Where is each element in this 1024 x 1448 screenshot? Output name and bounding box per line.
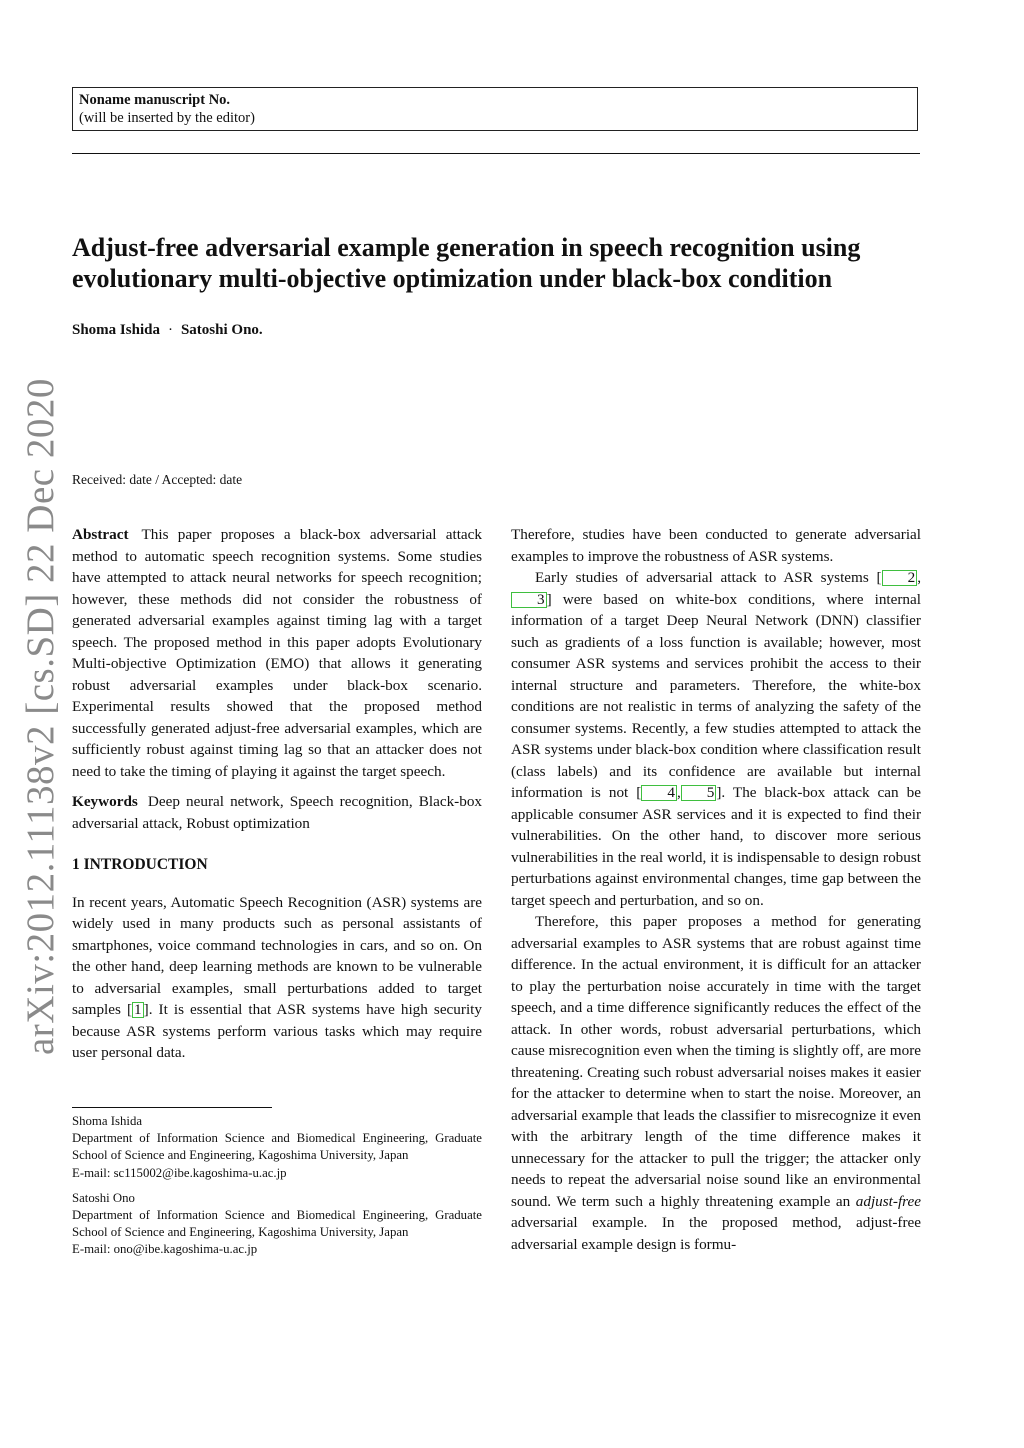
citation-link[interactable]: 4 (641, 785, 677, 801)
left-column (72, 524, 482, 1064)
keywords-label: Keywords (72, 793, 138, 810)
author-1: Shoma Ishida (72, 322, 160, 338)
body-text: ]. The black-box attack can be applicable consumer ASR services and it is expected to find their vulnerabilities. On the other hand, to discover more serious vulnerabilities in the real world, it is indispensable to design robust perturbations against environmental changes, time gap between the target speech and perturbation, and so on. (511, 784, 921, 909)
citation-link[interactable]: 1 (134, 1001, 142, 1018)
right-column (511, 524, 921, 1255)
body-text: ] were based on white-box conditions, where internal information of a target Deep Neural Network (DNN) classifier such as gradients of a loss function is available; however, most consumer ASR systems and services prohibit the access to their internal structure and parameters. Therefore, the white-box conditions are not realistic in terms of analyzing the safety of the consumer systems. Recently, a few studies attempted to attack the ASR systems under black-box condition where classification result (class labels) and its confidence are available but internal information is not [ (511, 590, 921, 801)
intro-text-b: ]. It is essential that ASR systems have high security because ASR systems perform various tasks which may require user personal data. (72, 1001, 482, 1061)
citation-link[interactable]: 2 (882, 570, 918, 586)
body-text: Early studies of adversarial attack to ASR systems [ (535, 569, 882, 586)
section-heading: 1 INTRODUCTION (72, 856, 208, 873)
affiliation-dept: Department of Information Science and Biomedical Engineering, Graduate School of Science and Engineering, Kagoshima University, Japan (72, 1208, 482, 1240)
abstract-label: Abstract (72, 526, 129, 543)
citation-link[interactable]: 3 (511, 592, 547, 608)
body-text: adversarial example. In the proposed method, adjust-free adversarial example design is formu- (511, 1214, 921, 1253)
emphasis-term: adjust-free (855, 1192, 921, 1210)
intro-text-a: In recent years, Automatic Speech Recognition (ASR) systems are widely used in many products such as personal assistants of smartphones, voice command technologies in cars, and so on. On the other hand, deep learning methods are known to be vulnerable to adversarial examples, small perturbations added to target samples [ (72, 893, 482, 1018)
affiliations (72, 1113, 482, 1259)
top-rule (72, 153, 920, 154)
abstract-text: This paper proposes a black-box adversarial attack method to automatic speech recognition systems. Some studies have attempted to attack neural networks for speech recognition; however, these methods did not consider the robustness of generated adversarial examples against timing lag with a target speech. The proposed method in this paper adopts Evolutionary Multi-objective Optimization (EMO) that allows it generating robust adversarial examples under black-box scenario. Experimental results showed that the proposed method successfully generated adjust-free adversarial examples, which are sufficiently robust against timing lag so that an attacker does not need to take the timing of playing it against the target speech. (72, 526, 482, 780)
affiliation-email: E-mail: ono@ibe.kagoshima-u.ac.jp (72, 1242, 258, 1257)
affiliation-name: Shoma Ishida (72, 1114, 143, 1128)
intro-paragraph (72, 892, 482, 1064)
body-text: Therefore, this paper proposes a method for generating adversarial examples to ASR systems that are robust against time difference. In the actual environment, it is difficult for an attacker to play the perturbation noise accurately in time with the target speech, and a time difference significantly reduces the effect of the attack. In other words, robust adversarial perturbations, which cause misrecognition even when the timing is slightly off, are more threatening. Creating such robust adversarial noises makes it easier for the attacker to determine when to start the noise. Moreover, an adversarial example that leads the classifier to misrecognize it even with the arbitrary length of the time difference makes it unnecessary for the attacker to pull the trigger; the attacker only needs to repeat the adversarial noise sound like an environmental sound. We term such a highly threatening example an (511, 913, 921, 1210)
author-separator: · (167, 322, 173, 338)
body-paragraph (511, 911, 921, 1255)
editor-box (72, 87, 918, 131)
abstract (72, 524, 482, 782)
editor-note: (will be inserted by the editor) (79, 110, 255, 126)
author-list (72, 322, 263, 339)
arxiv-stamp: arXiv:2012.11138v2 [cs.SD] 22 Dec 2020 (19, 378, 62, 1055)
affiliation-name: Satoshi Ono (72, 1190, 135, 1205)
affiliation-dept: Department of Information Science and Biomedical Engineering, Graduate School of Science and Engineering, Kagoshima University, Japan (72, 1131, 482, 1163)
manuscript-number: Noname manuscript No. (79, 92, 231, 108)
affiliation-email: E-mail: sc115002@ibe.kagoshima-u.ac.jp (72, 1165, 287, 1180)
keywords (72, 791, 482, 834)
paper-title: Adjust-free adversarial example generation in speech recognition using evolutionary multi-objective optimization under black-box condition (72, 233, 861, 293)
body-paragraph: Therefore, studies have been conducted to generate adversarial examples to improve the robustness of ASR systems. (511, 526, 921, 565)
received-date: Received: date / Accepted: date (72, 472, 243, 487)
citation-link[interactable]: 5 (681, 785, 717, 801)
footnote-rule (72, 1107, 272, 1108)
author-2: Satoshi Ono. (180, 322, 263, 338)
body-paragraph: Early studies of adversarial attack to ASR systems [ 2 ,3 ] were based on white-box conditions, where internal information of a target Deep Neural Network (DNN) classifier such as gradients of a loss function is available; however, most consumer ASR systems and services prohibit the access to their internal structure and parameters. Therefore, the white-box conditions are not realistic in terms of analyzing the safety of the consumer systems. Recently, a few studies attempted to attack the ASR systems under black-box condition where classification result (class labels) and its confidence are available but internal information is not [ 4 , 5 ]. The black-box attack can be applicable consumer ASR services and it is expected to find their vulnerabilities. On the other hand, to discover more serious vulnerabilities in the real world, it is indispensable to design robust perturbations against environmental changes, time gap between the target speech and perturbation, and so on. (511, 569, 921, 909)
keywords-text: Deep neural network, Speech recognition, Black-box adversarial attack, Robust optimization (72, 793, 483, 832)
